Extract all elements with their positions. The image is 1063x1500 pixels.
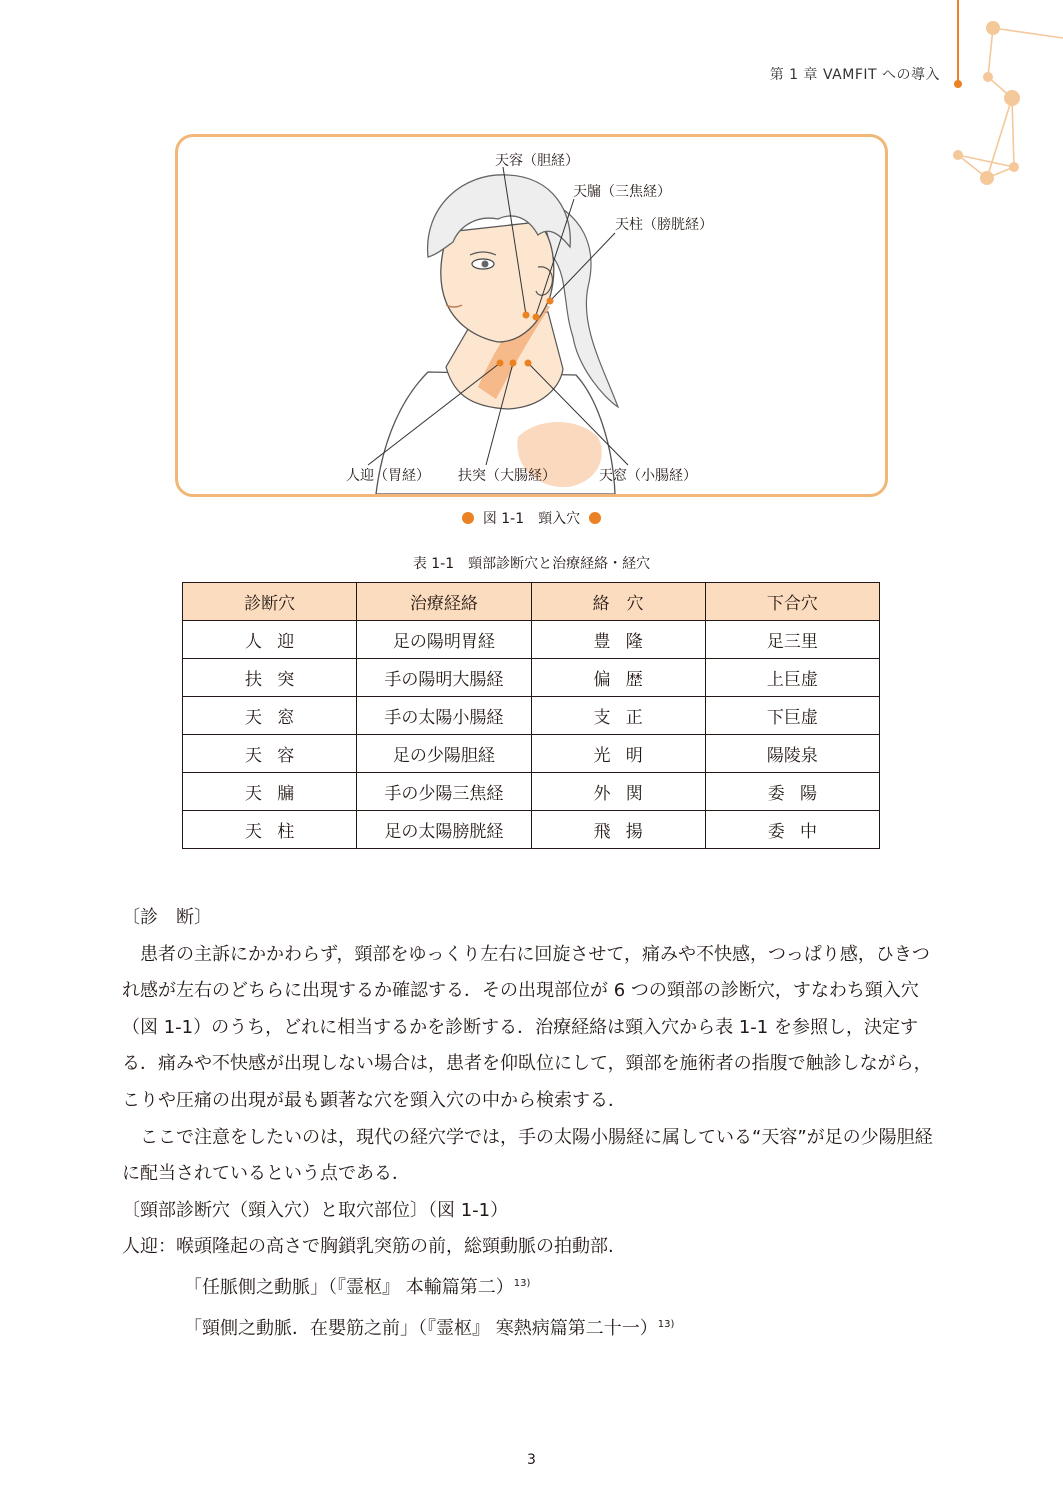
reference-mark: 13) [513, 1277, 531, 1289]
paragraph-1: 患者の主訴にかかわらず，頸部をゆっくり左右に回旋させて，痛みや不快感，つっぱり感，ひきつれ感が左右のどちらに出現するか確認する．その出現部位が 6 つの頸部の診断穴，すなわち頸入穴（図 1-1）のうち，どれに相当するかを診断する．治療経絡は頸入穴から表 1-1 を参照し，決定する．痛みや不快感が出現しない場合は，患者を仰臥位にして，頸部を施術者の指腹で触診しながら，こりや圧痛の出現が最も顕著な穴を頸入穴の中から検索する． [122, 943, 932, 1111]
bullet-dot-icon [462, 512, 474, 524]
table-cell: 足の少陽胆経 [357, 735, 531, 773]
page-number: 3 [527, 1452, 536, 1468]
label-tenso: 天窓（小腸経） [599, 468, 697, 484]
table-row [183, 811, 880, 849]
reference-mark: 13) [657, 1318, 675, 1330]
table-cell: 天牖 [183, 773, 357, 811]
table-cell: 委中 [705, 811, 879, 849]
table-cell: 天窓 [183, 697, 357, 735]
table-row [183, 697, 880, 735]
table-cell: 光明 [531, 735, 705, 773]
section-heading-locations: 〔頸部診断穴（頸入穴）と取穴部位〕（図 1-1） [122, 1199, 509, 1221]
quote-1: 「任脈側之動脈」（『霊枢』 本輸篇第二）$^{13)}$ [184, 1276, 531, 1298]
header-diagnosis-point: 診断穴 [183, 583, 357, 621]
table-cell: 足三里 [705, 621, 879, 659]
header-luo-point: 絡 穴 [531, 583, 705, 621]
table-cell: 外関 [531, 773, 705, 811]
label-jingei: 人迎（胃経） [346, 468, 430, 484]
table-cell: 扶突 [183, 659, 357, 697]
table-cell: 足の太陽膀胱経 [357, 811, 531, 849]
table-cell: 足の陽明胃経 [357, 621, 531, 659]
table-cell: 委陽 [705, 773, 879, 811]
table-cell: 陽陵泉 [705, 735, 879, 773]
table-cell: 支正 [531, 697, 705, 735]
table-cell: 上巨虚 [705, 659, 879, 697]
table-cell: 手の太陽小腸経 [357, 697, 531, 735]
table-cell: 手の陽明大腸経 [357, 659, 531, 697]
table-row [183, 659, 880, 697]
table-cell: 天柱 [183, 811, 357, 849]
table-header-row [183, 583, 880, 621]
label-tenchu: 天柱（膀胱経） [615, 217, 713, 233]
table-cell: 手の少陽三焦経 [357, 773, 531, 811]
table-row [183, 621, 880, 659]
table-cell: 偏歴 [531, 659, 705, 697]
paragraph-2: ここで注意をしたいのは，現代の経穴学では，手の太陽小腸経に属している“天容”が足の少陽胆経に配当されているという点である． [122, 1126, 933, 1185]
table-cell: 人迎 [183, 621, 357, 659]
header-meridian: 治療経絡 [357, 583, 531, 621]
section-heading-diagnosis: 〔診 断〕 [122, 907, 212, 928]
table-cell: 豊隆 [531, 621, 705, 659]
table-cell: 下巨虚 [705, 697, 879, 735]
table-title: 表 1-1 頸部診断穴と治療経絡・経穴 [412, 556, 651, 572]
figure-caption [0, 508, 1063, 528]
acupoint-table [182, 582, 880, 849]
label-tenyo: 天容（胆経） [495, 153, 579, 169]
body-text [122, 900, 942, 1347]
table-row [183, 773, 880, 811]
running-head: 第 1 章 VAMFIT への導入 [769, 67, 940, 83]
figure-caption-text: 図 1-1 頸入穴 [482, 511, 581, 527]
table-cell: 天容 [183, 735, 357, 773]
neck-acupoint-illustration [178, 137, 885, 494]
figure-frame [175, 134, 888, 497]
decorative-network-graphic [940, 0, 1063, 200]
table-cell: 飛揚 [531, 811, 705, 849]
jingei-description: 人迎：喉頭隆起の高さで胸鎖乳突筋の前，総頸動脈の拍動部. [122, 1236, 614, 1258]
quote-2: 「頸側之動脈．在嬰筋之前」（『霊枢』 寒熱病篇第二十一）$^{13)}$ [184, 1317, 675, 1339]
label-futotsu: 扶突（大腸経） [458, 468, 556, 484]
bullet-dot-icon [589, 512, 601, 524]
header-lower-he-point: 下合穴 [705, 583, 879, 621]
label-tenyu: 天牖（三焦経） [573, 184, 671, 200]
table-row [183, 735, 880, 773]
